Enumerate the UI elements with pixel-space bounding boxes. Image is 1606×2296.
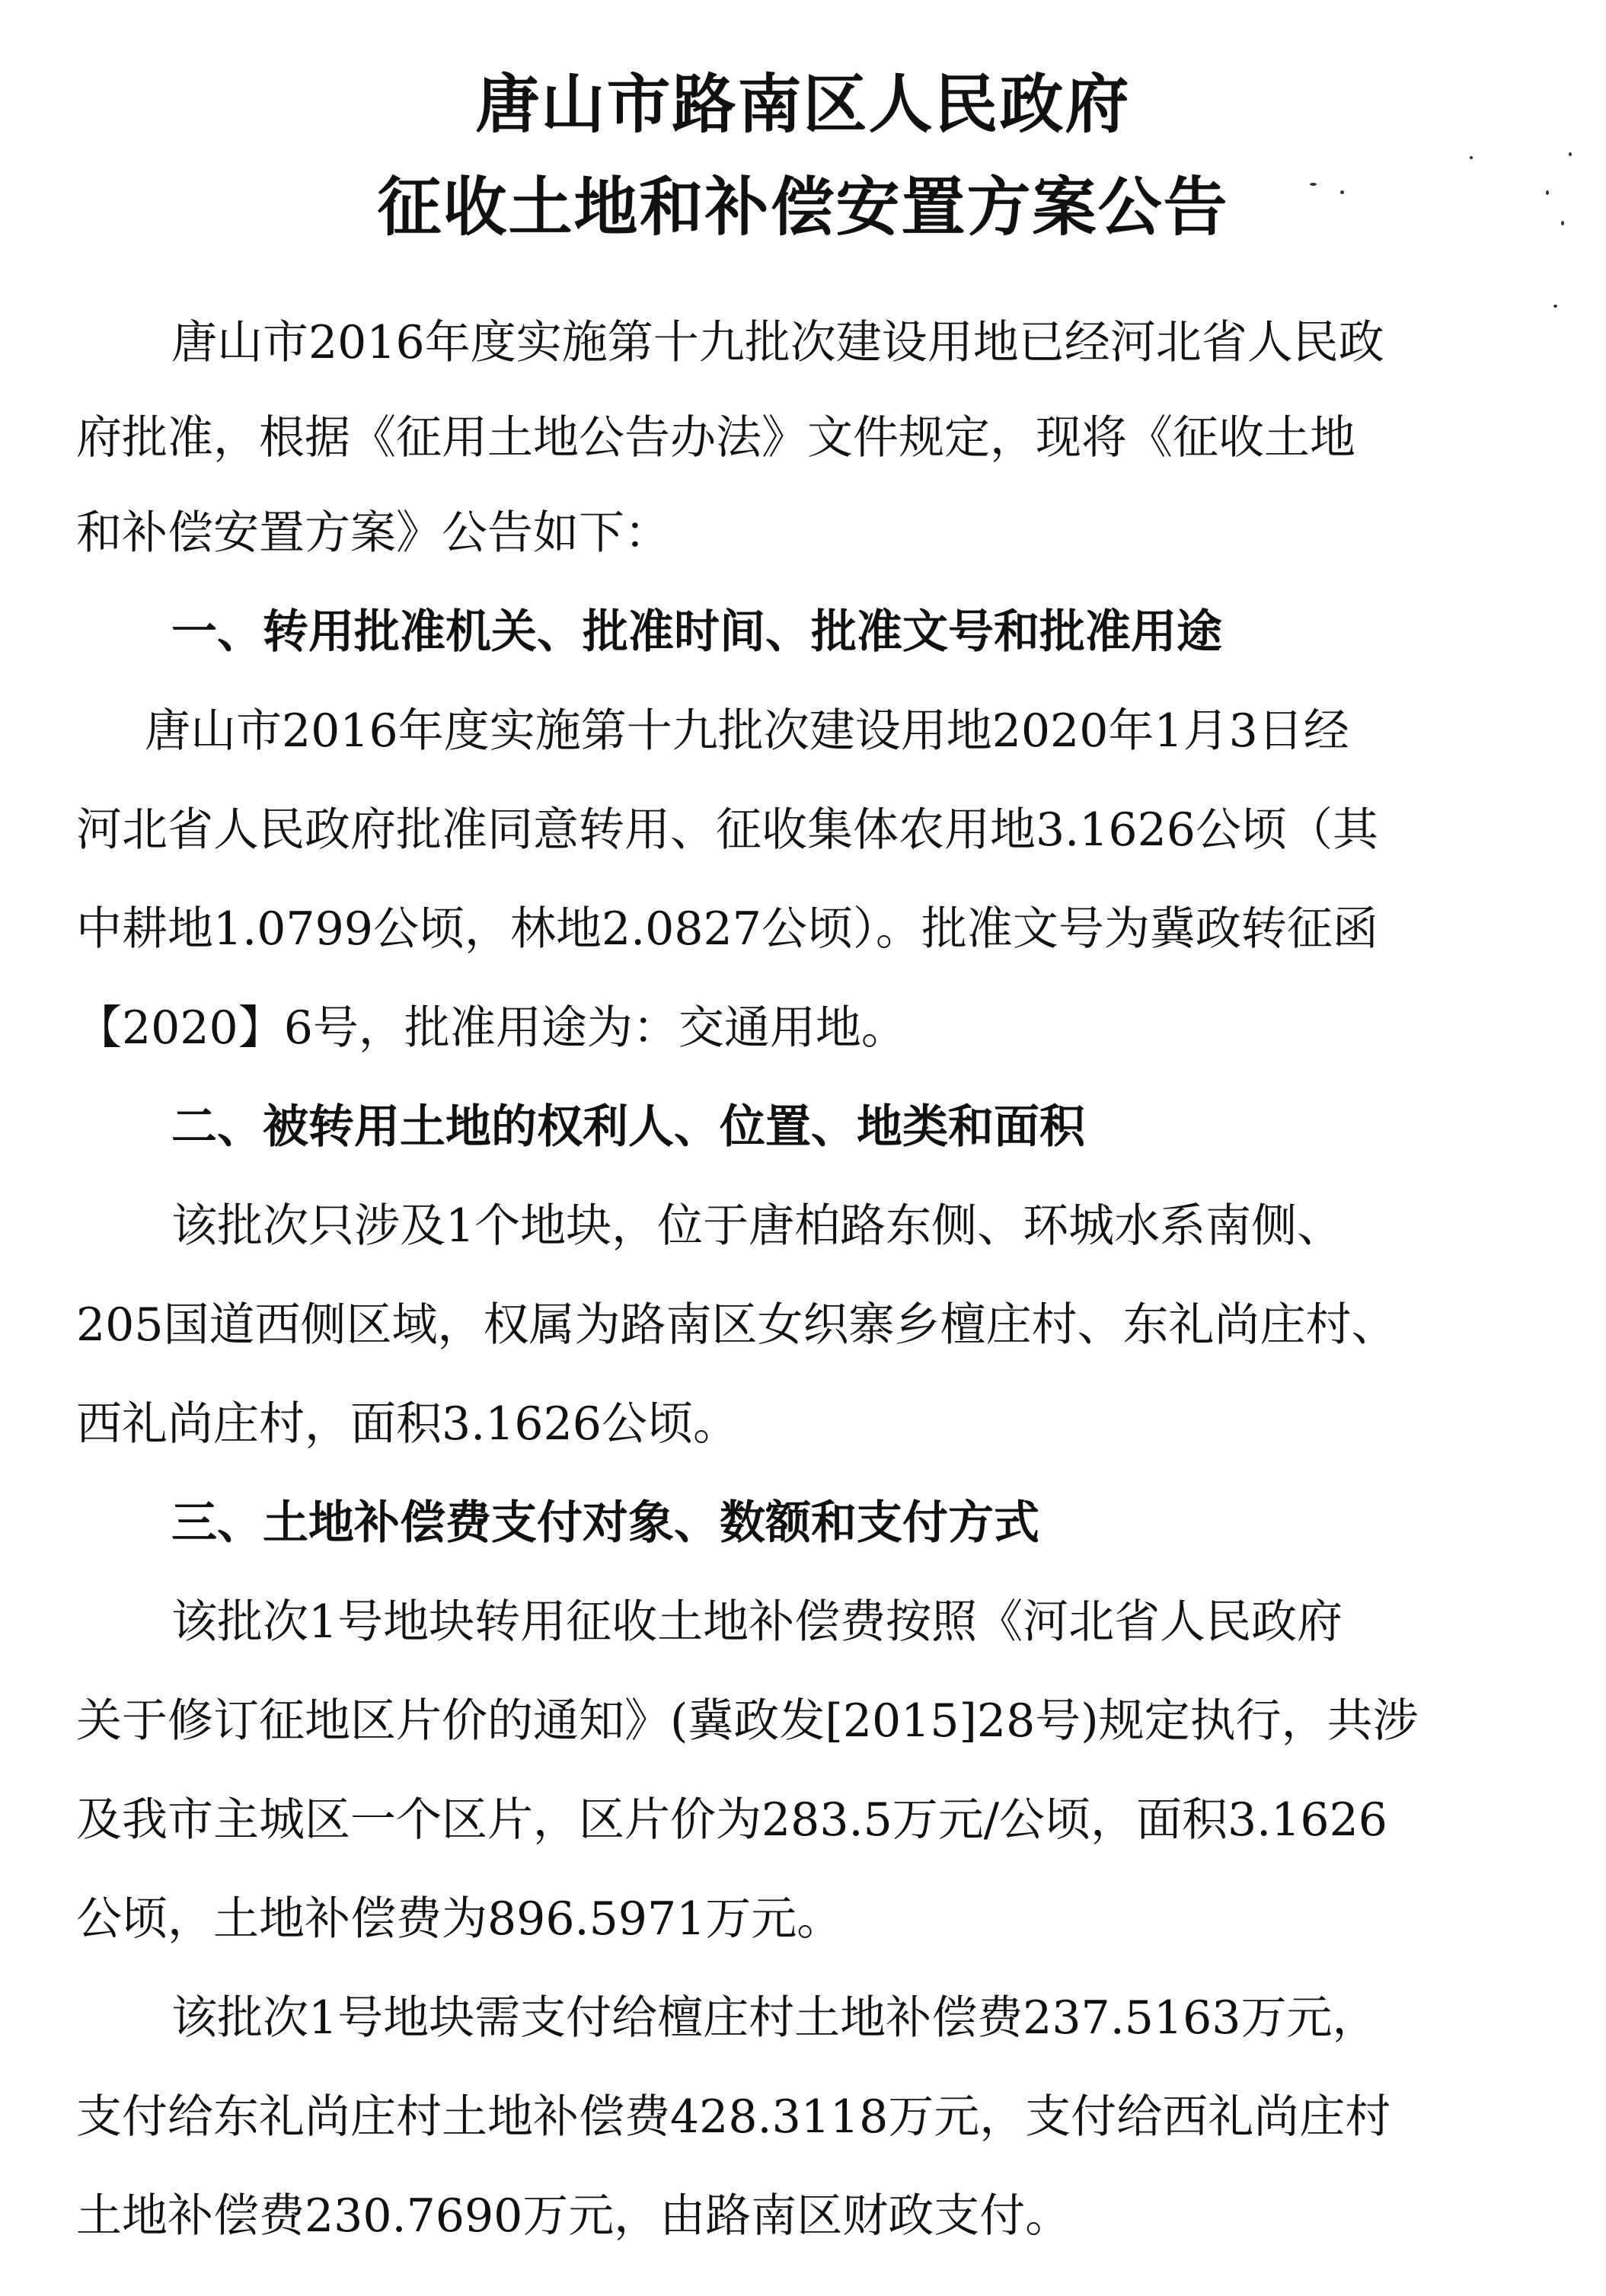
section-3-para-2-line-2: 支付给东礼尚庄村土地补偿费428.3118万元，支付给西礼尚庄村 — [76, 2090, 1391, 2144]
document-title-line-1: 唐山市路南区人民政府 — [475, 67, 1131, 142]
section-3-heading: 三、土地补偿费支付对象、数额和支付方式 — [171, 1496, 1039, 1550]
section-2-heading: 二、被转用土地的权利人、位置、地类和面积 — [171, 1100, 1085, 1154]
scan-speck — [1546, 190, 1549, 195]
scan-speck — [1569, 152, 1572, 156]
section-3-para-1-line-3: 及我市主城区一个区片，区片价为283.5万元/公顷，面积3.1626 — [76, 1793, 1387, 1847]
section-3-para-2-line-1: 该批次1号地块需支付给檀庄村土地补偿费237.5163万元， — [171, 1991, 1378, 2045]
section-1-line-3: 中耕地1.0799公顷，林地2.0827公顷）。批准文号为冀政转征函 — [76, 902, 1378, 956]
section-3-para-1-line-4: 公顷，土地补偿费为896.5971万元。 — [76, 1892, 843, 1946]
intro-line-2: 府批准，根据《征用土地公告办法》文件规定，现将《征收土地 — [76, 411, 1355, 465]
scan-speck — [1553, 305, 1557, 308]
section-2-line-1: 该批次只涉及1个地块，位于唐柏路东侧、环城水系南侧、 — [171, 1199, 1343, 1253]
scan-speck — [1340, 190, 1344, 194]
scan-speck — [1561, 221, 1564, 225]
section-3-para-1-line-2: 关于修订征地区片价的通知》(冀政发[2015]28号)规定执行，共涉 — [76, 1694, 1419, 1748]
scan-speck — [1310, 183, 1317, 186]
scan-speck — [1470, 156, 1473, 159]
section-1-line-4: 【2020】6号，批准用途为：交通用地。 — [76, 1001, 907, 1055]
section-2-line-2: 205国道西侧区域，权属为路南区女织寨乡檀庄村、东礼尚庄村、 — [76, 1298, 1397, 1352]
section-3-para-2-line-3: 土地补偿费230.7690万元，由路南区财政支付。 — [76, 2189, 1071, 2243]
intro-line-3: 和补偿安置方案》公告如下： — [76, 506, 670, 560]
section-2-line-3: 西礼尚庄村，面积3.1626公顷。 — [76, 1397, 739, 1451]
document-title-line-2: 征收土地和补偿安置方案公告 — [377, 170, 1229, 244]
intro-line-1: 唐山市2016年度实施第十九批次建设用地已经河北省人民政 — [171, 316, 1384, 369]
section-3-para-1-line-1: 该批次1号地块转用征收土地补偿费按照《河北省人民政府 — [171, 1595, 1343, 1649]
section-1-heading: 一、转用批准机关、批准时间、批准文号和批准用途 — [171, 605, 1222, 659]
section-1-line-2: 河北省人民政府批准同意转用、征收集体农用地3.1626公顷（其 — [76, 803, 1378, 857]
section-1-line-1: 唐山市2016年度实施第十九批次建设用地2020年1月3日经 — [145, 704, 1349, 758]
